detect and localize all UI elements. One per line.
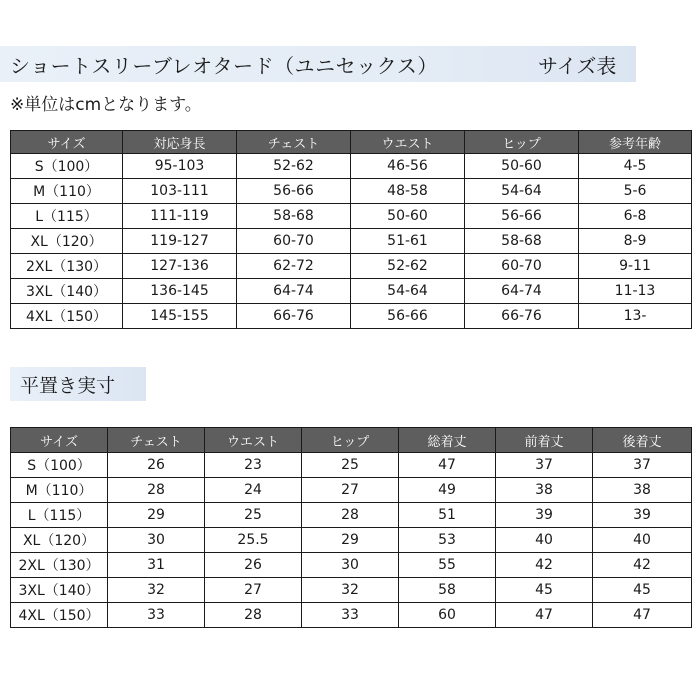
- title-band: [0, 46, 636, 82]
- size-cell: 3XL（140）: [11, 578, 108, 603]
- table-cell: 58-68: [237, 204, 351, 229]
- table-cell: 64-74: [237, 279, 351, 304]
- table-cell: 50-60: [351, 204, 465, 229]
- table-cell: 47: [399, 453, 496, 478]
- table-cell: 40: [496, 528, 593, 553]
- table-cell: 28: [108, 478, 205, 503]
- table-row: [11, 279, 692, 304]
- table-row: [11, 578, 692, 603]
- size-cell: 2XL（130）: [11, 553, 108, 578]
- flat-size-table: [10, 427, 692, 628]
- table-cell: 25: [302, 453, 399, 478]
- table-cell: 60: [399, 603, 496, 628]
- column-header: サイズ: [11, 131, 123, 154]
- table-header-row: [11, 131, 692, 154]
- unit-note: ※単位はcmとなります。: [10, 95, 202, 115]
- table-cell: 56-66: [351, 304, 465, 329]
- table-cell: 46-56: [351, 154, 465, 179]
- table-cell: 25.5: [205, 528, 302, 553]
- table-cell: 24: [205, 478, 302, 503]
- size-cell: 2XL（130）: [11, 254, 123, 279]
- table-cell: 31: [108, 553, 205, 578]
- table-cell: 136-145: [123, 279, 237, 304]
- table-row: [11, 478, 692, 503]
- table-cell: 51: [399, 503, 496, 528]
- table-row: [11, 603, 692, 628]
- column-header: 参考年齢: [579, 131, 692, 154]
- size-cell: XL（120）: [11, 528, 108, 553]
- table-cell: 53: [399, 528, 496, 553]
- table-cell: 42: [496, 553, 593, 578]
- table-cell: 23: [205, 453, 302, 478]
- column-header: 後着丈: [593, 428, 692, 453]
- table-cell: 58-68: [465, 229, 579, 254]
- table-cell: 37: [593, 453, 692, 478]
- table-cell: 37: [496, 453, 593, 478]
- table-cell: 111-119: [123, 204, 237, 229]
- table-cell: 54-64: [351, 279, 465, 304]
- table-header-row: [11, 428, 692, 453]
- table-cell: 127-136: [123, 254, 237, 279]
- table-cell: 56-66: [237, 179, 351, 204]
- flat-section-band: [10, 367, 146, 401]
- size-cell: L（115）: [11, 204, 123, 229]
- column-header: サイズ: [11, 428, 108, 453]
- table-row: [11, 304, 692, 329]
- table-cell: 56-66: [465, 204, 579, 229]
- table-row: [11, 503, 692, 528]
- table-cell: 47: [593, 603, 692, 628]
- table-cell: 39: [593, 503, 692, 528]
- table-cell: 29: [302, 528, 399, 553]
- table-cell: 51-61: [351, 229, 465, 254]
- table-cell: 66-76: [237, 304, 351, 329]
- table-cell: 50-60: [465, 154, 579, 179]
- table-cell: 145-155: [123, 304, 237, 329]
- column-header: ヒップ: [465, 131, 579, 154]
- table-cell: 95-103: [123, 154, 237, 179]
- table-cell: 30: [108, 528, 205, 553]
- body-size-table: [10, 130, 692, 329]
- table-cell: 52-62: [351, 254, 465, 279]
- page-title: ショートスリーブレオタード（ユニセックス）: [10, 53, 438, 78]
- size-cell: L（115）: [11, 503, 108, 528]
- page-title-suffix: サイズ表: [538, 53, 617, 78]
- table-cell: 49: [399, 478, 496, 503]
- table-cell: 38: [593, 478, 692, 503]
- column-header: チェスト: [237, 131, 351, 154]
- column-header: ウエスト: [351, 131, 465, 154]
- table-cell: 32: [302, 578, 399, 603]
- table-cell: 11-13: [579, 279, 692, 304]
- table-cell: 60-70: [465, 254, 579, 279]
- size-cell: 4XL（150）: [11, 603, 108, 628]
- table-cell: 103-111: [123, 179, 237, 204]
- column-header: ヒップ: [302, 428, 399, 453]
- table-row: [11, 204, 692, 229]
- column-header: 対応身長: [123, 131, 237, 154]
- table-cell: 55: [399, 553, 496, 578]
- table-cell: 13-: [579, 304, 692, 329]
- size-cell: 4XL（150）: [11, 304, 123, 329]
- table-cell: 45: [593, 578, 692, 603]
- table-cell: 4-5: [579, 154, 692, 179]
- flat-section-title: 平置き実寸: [20, 374, 116, 397]
- table-cell: 33: [108, 603, 205, 628]
- table-row: [11, 254, 692, 279]
- table-cell: 38: [496, 478, 593, 503]
- table-cell: 29: [108, 503, 205, 528]
- table-cell: 26: [205, 553, 302, 578]
- table-cell: 119-127: [123, 229, 237, 254]
- table-cell: 66-76: [465, 304, 579, 329]
- table-cell: 39: [496, 503, 593, 528]
- size-cell: M（110）: [11, 179, 123, 204]
- column-header: ウエスト: [205, 428, 302, 453]
- column-header: 前着丈: [496, 428, 593, 453]
- table-cell: 6-8: [579, 204, 692, 229]
- table-cell: 27: [205, 578, 302, 603]
- table-cell: 64-74: [465, 279, 579, 304]
- table-cell: 26: [108, 453, 205, 478]
- table-row: [11, 528, 692, 553]
- table-cell: 32: [108, 578, 205, 603]
- table-row: [11, 179, 692, 204]
- table-cell: 62-72: [237, 254, 351, 279]
- table-cell: 5-6: [579, 179, 692, 204]
- table-cell: 30: [302, 553, 399, 578]
- table-row: [11, 154, 692, 179]
- table-row: [11, 553, 692, 578]
- table-cell: 28: [205, 603, 302, 628]
- table-row: [11, 453, 692, 478]
- size-cell: M（110）: [11, 478, 108, 503]
- table-cell: 52-62: [237, 154, 351, 179]
- size-cell: S（100）: [11, 154, 123, 179]
- size-cell: 3XL（140）: [11, 279, 123, 304]
- table-row: [11, 229, 692, 254]
- table-cell: 28: [302, 503, 399, 528]
- table-cell: 60-70: [237, 229, 351, 254]
- table-cell: 54-64: [465, 179, 579, 204]
- table-cell: 27: [302, 478, 399, 503]
- table-cell: 48-58: [351, 179, 465, 204]
- table-cell: 47: [496, 603, 593, 628]
- column-header: 総着丈: [399, 428, 496, 453]
- column-header: チェスト: [108, 428, 205, 453]
- table-cell: 42: [593, 553, 692, 578]
- size-cell: S（100）: [11, 453, 108, 478]
- table-cell: 25: [205, 503, 302, 528]
- table-cell: 8-9: [579, 229, 692, 254]
- table-cell: 9-11: [579, 254, 692, 279]
- table-cell: 40: [593, 528, 692, 553]
- size-cell: XL（120）: [11, 229, 123, 254]
- table-cell: 33: [302, 603, 399, 628]
- table-cell: 58: [399, 578, 496, 603]
- table-cell: 45: [496, 578, 593, 603]
